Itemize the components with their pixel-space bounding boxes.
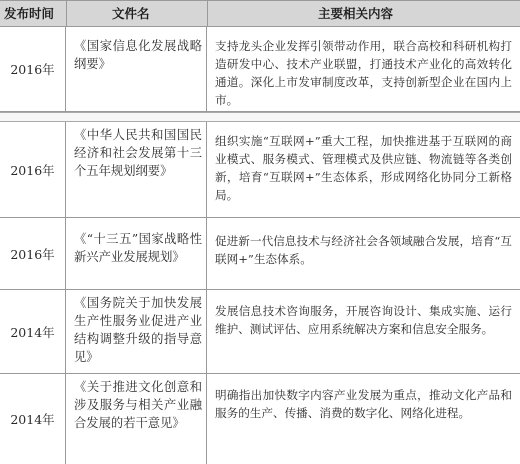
table-row xyxy=(0,218,520,290)
content-cell: 发展信息技术咨询服务，开展咨询设计、集成实施、运行维护、测试评估、应用系统解决方案和信息安全服务。 xyxy=(215,304,512,336)
column-divider xyxy=(66,0,67,27)
header-content: 主要相关内容 xyxy=(318,6,394,21)
content-cell: 支持龙头企业发挥引领带动作用，联合高校和科研机构打造研发中心、技术产业联盟，打通技术产业化的高效转化通道。深化上市发审制度改革，支持创新型企业在国内上市。 xyxy=(215,39,512,107)
document-cell: 《国务院关于加快发展生产性服务业促进产业结构调整升级的指导意见》 xyxy=(66,290,207,373)
row-separator xyxy=(0,112,520,122)
year-cell: 2014年 xyxy=(0,374,66,464)
document-cell: 《中华人民共和国国民经济和社会发展第十三个五年规划纲要》 xyxy=(66,122,207,217)
column-divider xyxy=(207,0,208,27)
table-row xyxy=(0,27,520,112)
table-row xyxy=(0,122,520,218)
year-cell: 2016年 xyxy=(0,218,66,289)
year-cell: 2016年 xyxy=(0,122,66,217)
content-cell: 组织实施“互联网+”重大工程，加快推进基于互联网的商业模式、服务模式、管理模式及供应链、物流链等各类创新，培育“互联网+”生态体系，形成网络化协同分工新格局。 xyxy=(215,134,512,202)
content-cell: 促进新一代信息技术与经济社会各领域融合发展，培育“互联网+”生态体系。 xyxy=(215,234,512,266)
year-cell: 2014年 xyxy=(0,290,66,373)
content-cell: 明确指出加快数字内容产业发展为重点，推动文化产品和服务的生产、传播、消费的数字化、网络化进程。 xyxy=(215,388,512,420)
document-cell: 《国家信息化发展战略纲要》 xyxy=(66,27,207,111)
year-cell: 2016年 xyxy=(0,27,66,111)
header-document: 文件名 xyxy=(112,6,150,21)
table-row xyxy=(0,290,520,374)
document-cell: 《“十三五”国家战略性新兴产业发展规划》 xyxy=(66,218,207,289)
table-header xyxy=(0,0,520,27)
document-cell: 《关于推进文化创意和涉及服务与相关产业融合发展的若干意见》 xyxy=(66,374,207,464)
table-row xyxy=(0,374,520,464)
header-year: 发布时间 xyxy=(4,6,55,21)
